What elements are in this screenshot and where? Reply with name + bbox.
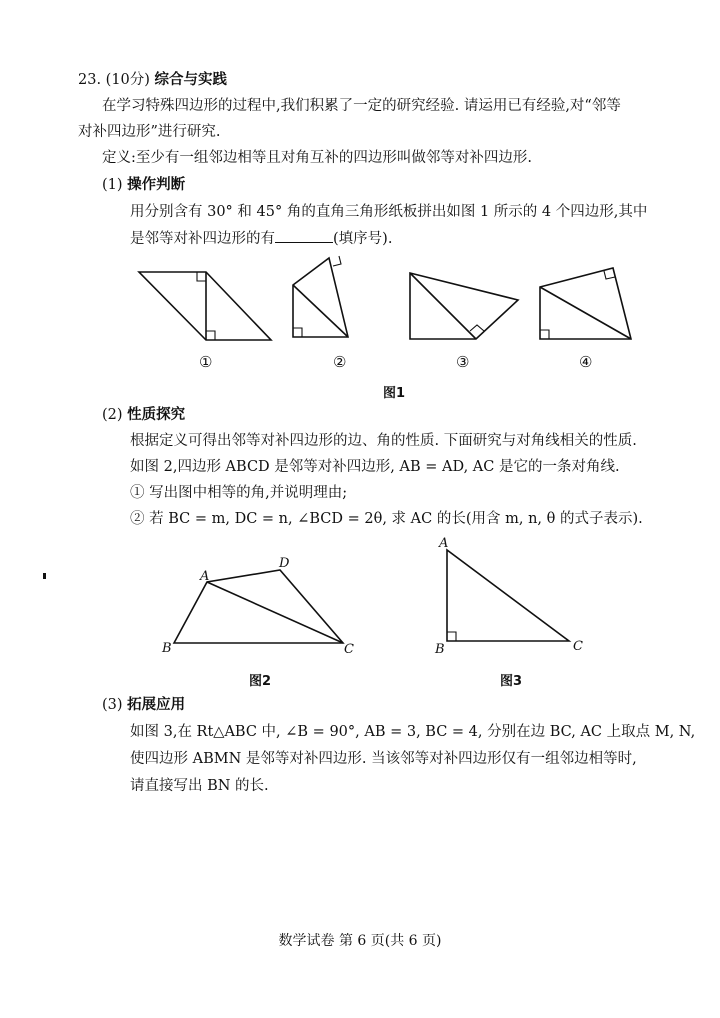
part2-line-1: 根据定义可得出邻等对补四边形的边、角的性质. 下面研究与对角线相关的性质. [130,433,637,449]
part1-line-2-after: (填序号). [333,231,393,247]
figure-1-caption: 图1 [383,386,406,401]
part3-line-1: 如图 3,在 Rt△ABC 中, ∠B = 90°, AB = 3, BC = 4, 分别在边 BC, AC 上取点 M, N, [130,724,696,740]
shape-label-2: ② [333,353,347,371]
part3-line-2: 使四边形 ABMN 是邻等对补四边形. 当该邻等对补四边形仅有一组邻边相等时, [130,751,637,767]
fig3-point-C: C [573,639,583,654]
part2-label: (2) [102,407,123,423]
part1-line-1: 用分别含有 30° 和 45° 角的直角三角形纸板拼出如图 1 所示的 4 个四边形,其中 [130,204,648,220]
part2-question-1: ① 写出图中相等的角,并说明理由; [130,485,348,501]
shape-label-1: ① [199,353,213,371]
definition-text: 定义:至少有一组邻边相等且对角互补的四边形叫做邻等对补四边形. [102,150,532,166]
part2-line-2: 如图 2,四边形 ABCD 是邻等对补四边形, AB = AD, AC 是它的一条对角线. [130,459,620,475]
part3-title: 拓展应用 [127,697,186,713]
part1-label: (1) [102,177,123,193]
part3-label: (3) [102,697,123,713]
fig2-point-C: C [344,642,354,657]
fig3-point-B: B [435,642,445,657]
shape-label-4: ④ [579,353,593,371]
fig2-point-D: D [279,556,290,571]
fig2-point-B: B [162,641,172,656]
page-footer: 数学试卷 第 6 页(共 6 页) [278,933,442,949]
part2-question-2: ② 若 BC = m, DC = n, ∠BCD = 2θ, 求 AC 的长(用含 m, n, θ 的式子表示). [130,511,643,527]
part3-line-3: 请直接写出 BN 的长. [130,778,269,794]
fig2-point-A: A [200,569,210,584]
problem-points: (10分) [105,72,150,88]
part2-title: 性质探究 [127,407,186,423]
problem-number: 23. [78,72,102,88]
fig3-point-A: A [439,536,449,551]
shape-label-3: ③ [456,353,470,371]
part3-header [102,695,185,715]
part1-title: 操作判断 [127,177,186,193]
intro-line-2: 对补四边形”进行研究. [78,124,221,140]
intro-line-1: 在学习特殊四边形的过程中,我们积累了一定的研究经验. 请运用已有经验,对“邻等 [102,98,621,114]
part1-line-2-before: 是邻等对补四边形的有 [130,231,275,247]
figure-2-caption: 图2 [249,674,272,689]
figure-3-caption: 图3 [500,674,523,689]
problem-title: 综合与实践 [154,72,228,88]
